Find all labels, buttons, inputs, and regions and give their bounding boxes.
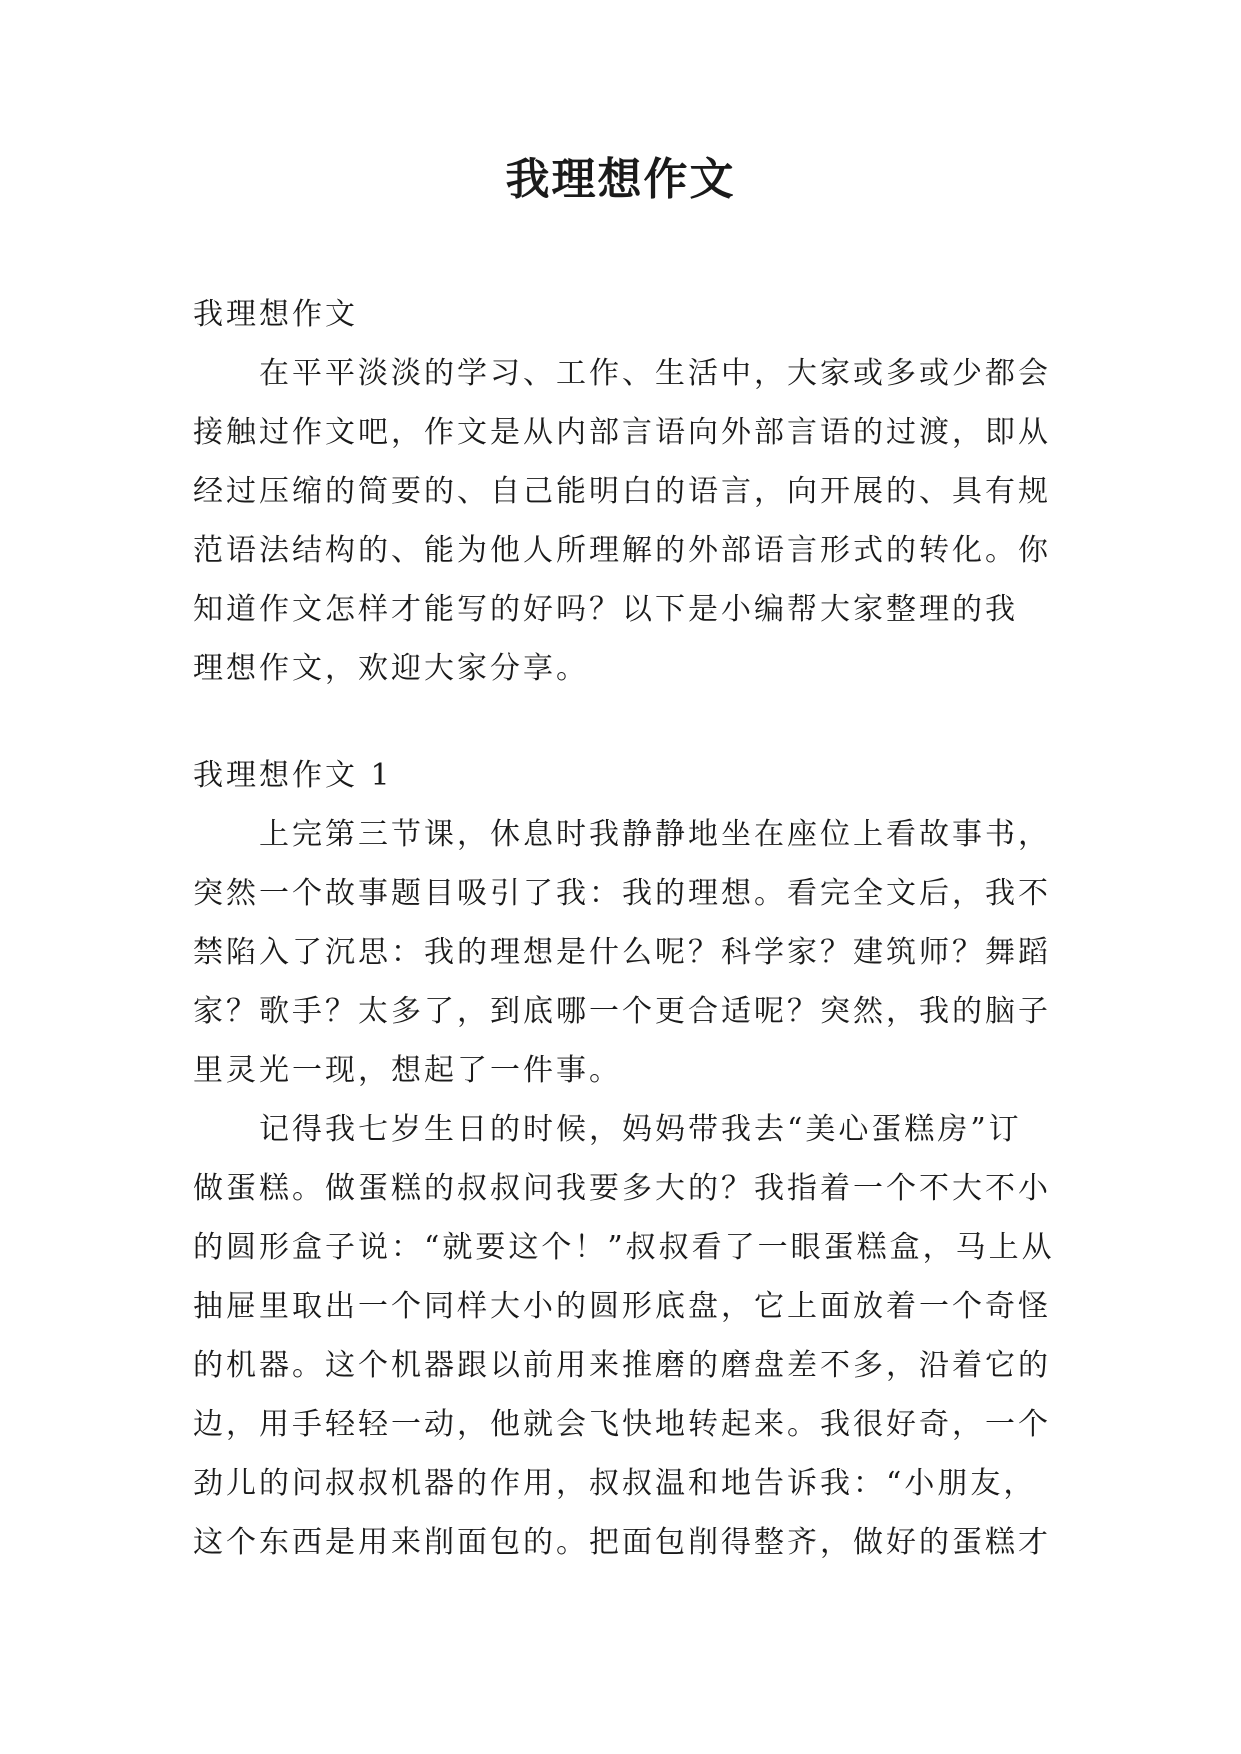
paragraph-line: 家？歌手？太多了，到底哪一个更合适呢？突然，我的脑子 xyxy=(193,994,1051,1029)
intro-heading: 我理想作文 xyxy=(193,297,358,332)
paragraph-line: 理想作文，欢迎大家分享。 xyxy=(193,651,589,686)
paragraph-line: 的圆形盒子说：“就要这个！”叔叔看了一眼蛋糕盒，马上从 xyxy=(193,1230,1055,1265)
paragraph-line: 的机器。这个机器跟以前用来推磨的磨盘差不多，沿着它的 xyxy=(193,1348,1051,1383)
paragraph-line: 这个东西是用来削面包的。把面包削得整齐，做好的蛋糕才 xyxy=(193,1525,1051,1560)
paragraph-line: 在平平淡淡的学习、工作、生活中，大家或多或少都会 xyxy=(259,356,1051,391)
document-body xyxy=(193,285,1063,1572)
paragraph-line: 经过压缩的简要的、自己能明白的语言，向开展的、具有规 xyxy=(193,474,1051,509)
paragraph-line: 突然一个故事题目吸引了我：我的理想。看完全文后，我不 xyxy=(193,876,1051,911)
section-spacer xyxy=(193,698,1063,746)
section-heading: 我理想作文 1 xyxy=(193,758,393,793)
section1-paragraph-2 xyxy=(193,1100,1063,1572)
paragraph-line: 劲儿的问叔叔机器的作用，叔叔温和地告诉我：“小朋友， xyxy=(193,1466,1037,1501)
paragraph-line: 记得我七岁生日的时候，妈妈带我去“美心蛋糕房”订 xyxy=(259,1112,1022,1147)
paragraph-line: 做蛋糕。做蛋糕的叔叔问我要多大的？我指着一个不大不小 xyxy=(193,1171,1051,1206)
intro-paragraph xyxy=(193,344,1063,698)
section1-paragraph-1 xyxy=(193,805,1063,1100)
paragraph-line: 上完第三节课，休息时我静静地坐在座位上看故事书， xyxy=(259,817,1051,852)
document-title: 我理想作文 xyxy=(505,154,736,205)
paragraph-line: 接触过作文吧，作文是从内部言语向外部言语的过渡，即从 xyxy=(193,415,1051,450)
paragraph-line: 知道作文怎样才能写的好吗？以下是小编帮大家整理的我 xyxy=(193,592,1018,627)
paragraph-line: 里灵光一现，想起了一件事。 xyxy=(193,1053,622,1088)
paragraph-line: 边，用手轻轻一动，他就会飞快地转起来。我很好奇，一个 xyxy=(193,1407,1051,1442)
paragraph-line: 抽屉里取出一个同样大小的圆形底盘，它上面放着一个奇怪 xyxy=(193,1289,1051,1324)
paragraph-line: 范语法结构的、能为他人所理解的外部语言形式的转化。你 xyxy=(193,533,1051,568)
paragraph-line: 禁陷入了沉思：我的理想是什么呢？科学家？建筑师？舞蹈 xyxy=(193,935,1051,970)
